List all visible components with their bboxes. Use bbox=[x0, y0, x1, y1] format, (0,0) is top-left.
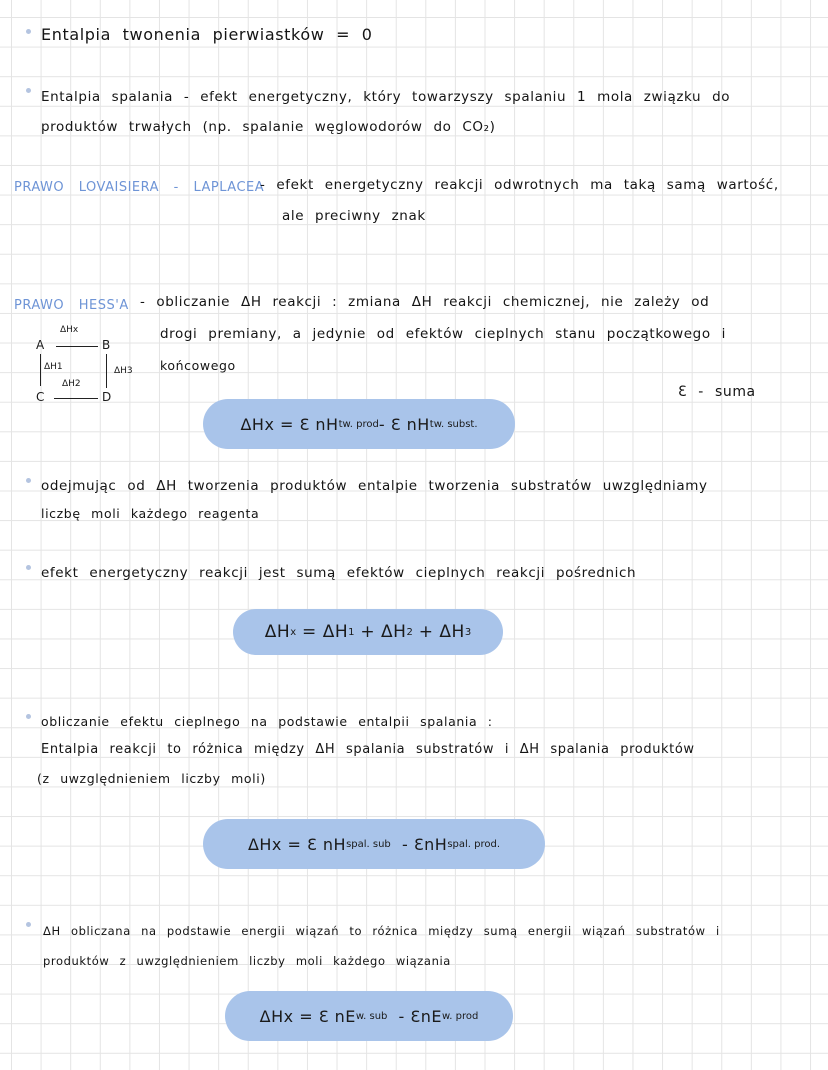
formula-hess-formation bbox=[206, 402, 512, 446]
formula-mid: - ƐnH bbox=[390, 834, 448, 854]
arrow-a-to-b bbox=[56, 346, 98, 347]
bullet-icon bbox=[26, 922, 31, 927]
formula-mid: - ƐnE bbox=[387, 1006, 442, 1026]
note-hess-line1: - obliczanie ΔH reakcji : zmiana ΔH reakcji chemicznej, nie zależy od bbox=[140, 294, 710, 310]
arrow-c-to-d bbox=[54, 398, 98, 399]
note-hess-line2: drogi premiany, a jedynie od efektów cieplnych stanu początkowego i bbox=[160, 326, 726, 342]
formula-term: ΔH bbox=[264, 622, 291, 642]
formula-sub: tw. subst. bbox=[429, 418, 478, 430]
note-combustion-calc-line3: (z uwzględnieniem liczby moli) bbox=[37, 771, 266, 786]
note-energy-effect-sum: efekt energetyczny reakcji jest sumą efektów cieplnych reakcji pośrednich bbox=[41, 565, 637, 581]
formula-op: + bbox=[354, 622, 382, 642]
bullet-icon bbox=[26, 88, 31, 93]
bullet-icon bbox=[26, 714, 31, 719]
formula-op: = bbox=[296, 622, 323, 642]
hess-cycle-diagram bbox=[30, 320, 150, 410]
formula-sub: 1 bbox=[348, 626, 355, 638]
label-dh1: ΔH1 bbox=[44, 362, 63, 372]
arrow-a-to-c bbox=[40, 354, 41, 386]
node-a: A bbox=[36, 338, 45, 352]
node-d: D bbox=[102, 390, 112, 404]
label-dh2: ΔH2 bbox=[62, 379, 81, 389]
formula-term: ΔH bbox=[322, 622, 349, 642]
note-combustion-enthalpy-line1: Entalpia spalania - efekt energetyczny, który towarzyszy spalaniu 1 mola związku do bbox=[41, 89, 731, 105]
formula-sub: 2 bbox=[406, 626, 413, 638]
formula-sub: spal. sub bbox=[346, 838, 391, 850]
formula-lhs: ΔHx = Ɛ nH bbox=[247, 834, 347, 854]
sigma-legend: Ɛ - suma bbox=[678, 384, 756, 400]
arrow-d-to-b bbox=[106, 354, 107, 388]
bullet-icon bbox=[26, 565, 31, 570]
note-bond-energy-line2: produktów z uwzględnieniem liczby moli każdego wiązania bbox=[43, 954, 451, 968]
heading-lavoisier-laplace: PRAWO LOVAISIERA - LAPLACEA bbox=[14, 180, 265, 195]
note-combustion-enthalpy-line2: produktów trwałych (np. spalanie węglowodorów do CO₂) bbox=[41, 119, 496, 135]
formula-lhs: ΔHx = Ɛ nH bbox=[240, 414, 339, 434]
formula-sub: w. sub bbox=[355, 1010, 388, 1022]
heading-hess-law: PRAWO HESS'A bbox=[14, 298, 129, 313]
formula-hess-sum bbox=[236, 612, 500, 652]
note-lavoisier-line1: - efekt energetyczny reakcji odwrotnych ma taką samą wartość, bbox=[260, 177, 779, 193]
formula-sub: w. prod bbox=[441, 1010, 479, 1022]
formula-bond-energy bbox=[228, 994, 510, 1038]
note-lavoisier-line2: ale preciwny znak bbox=[282, 208, 426, 224]
formula-sub: 3 bbox=[464, 626, 472, 638]
formula-term: ΔH bbox=[381, 622, 407, 642]
note-subtract-formation-line1: odejmując od ΔH tworzenia produktów entalpie tworzenia substratów uwzględniamy bbox=[41, 478, 708, 494]
formula-sub: tw. prod bbox=[338, 418, 379, 430]
note-hess-line3: końcowego bbox=[160, 358, 236, 373]
formula-op: + bbox=[412, 622, 440, 642]
formula-mid: - Ɛ nH bbox=[378, 414, 430, 434]
formula-sub: x bbox=[290, 626, 297, 638]
formula-sub: spal. prod. bbox=[447, 838, 501, 850]
bullet-icon bbox=[26, 478, 31, 483]
formula-lhs: ΔHx = Ɛ nE bbox=[259, 1006, 356, 1026]
node-b: B bbox=[102, 338, 111, 352]
note-combustion-calc-line2: Entalpia reakcji to różnica między ΔH spalania substratów i ΔH spalania produktów bbox=[41, 742, 695, 757]
node-c: C bbox=[36, 390, 45, 404]
bullet-icon bbox=[26, 29, 31, 34]
note-subtract-formation-line2: liczbę moli każdego reagenta bbox=[41, 506, 260, 521]
label-dh3: ΔH3 bbox=[114, 366, 133, 376]
note-combustion-calc-line1: obliczanie efektu cieplnego na podstawie entalpii spalania : bbox=[41, 714, 493, 729]
label-dhx: ΔHx bbox=[60, 325, 79, 335]
note-bond-energy-line1: ΔH obliczana na podstawie energii wiązań to różnica między sumą energii wiązań substratów i bbox=[43, 924, 720, 938]
note-formation-enthalpy-elements: Entalpia twonenia pierwiastków = 0 bbox=[41, 25, 373, 44]
formula-combustion bbox=[206, 822, 542, 866]
formula-term: ΔH bbox=[439, 622, 465, 642]
